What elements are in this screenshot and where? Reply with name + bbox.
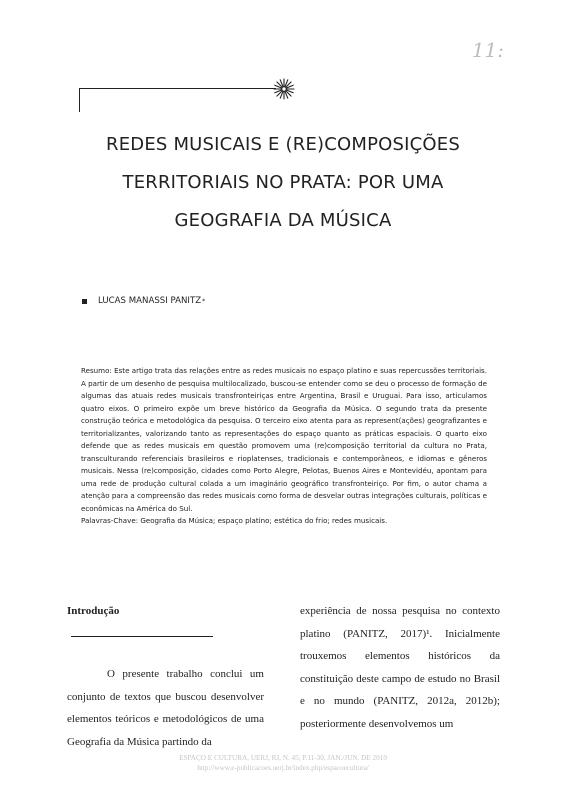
title-line: REDES MUSICAIS E (RE)COMPOSIÇÕES bbox=[105, 134, 461, 155]
abstract-text: Resumo: Este artigo trata das relações entre as redes musicais no espaço platino e suas repercussões territoriais. A partir de um desenho de pesquisa multilocalizado, buscou-se entender como se deu o processo de formação de algumas das atuais redes musicais transfronteiriças entre Argentina, Brasil e Uruguai. Para isso, articulamos quatro eixos. O primeiro expõe um breve histórico da Geografia da Música. O segundo trata da presente construção teórica e metodológica da pesquisa. O terceiro eixo atenta para as represent(ações) geografizantes e territorializantes, valorizando tanto as representações do espaço quanto as práticas espaciais. O quarto eixo defende que as redes musicais em questão promovem uma (re)composição territorial da cultura no Prata, transculturando referenciais brasileiros e rioplatenses, tradicionais e contemporâneos, e idiomas e gêneros musicais. Nessa (re)composição, cidades como Porto Alegre, Pelotas, Buenos Aires e Montevidéu, apontam para uma rede de produção cultural colada a um imaginário geográfico transfronteiriço. Por fim, o autor chama a atenção para a compreensão das redes musicais como forma de desvelar outras integrações culturais, políticas e econômicas na América do Sul. bbox=[81, 366, 487, 513]
page-footer bbox=[0, 753, 566, 773]
journal-citation: ESPAÇO E CULTURA, UERJ, RJ, N. 45, P.11-30, JAN./JUN. DE 2019 bbox=[179, 754, 387, 762]
keywords: Palavras-Chave: Geografia da Música; espaço platino; estética do frio; redes musicais. bbox=[81, 516, 388, 525]
body-paragraph: O presente trabalho conclui um conjunto de textos que buscou desenvolver elementos teóricos e metodológicos de uma Geografia da Música partindo da bbox=[67, 668, 264, 748]
left-column bbox=[67, 600, 264, 753]
section-heading-text: Introdução bbox=[67, 605, 120, 617]
author-line bbox=[82, 296, 205, 306]
footnote-marker: * bbox=[202, 297, 206, 305]
bullet-icon bbox=[82, 299, 87, 304]
page-number: 11: bbox=[471, 38, 504, 62]
section-heading bbox=[67, 600, 264, 645]
author-name: LUCAS MANASSI PANITZ bbox=[98, 296, 202, 306]
title-line: TERRITORIAIS NO PRATA: POR UMA bbox=[122, 172, 444, 193]
title-line: GEOGRAFIA DA MÚSICA bbox=[174, 210, 392, 231]
abstract bbox=[81, 365, 487, 528]
starburst-icon bbox=[273, 78, 295, 100]
article-title bbox=[60, 126, 506, 240]
journal-url: http://www.e-publicacoes.uerj.br/index.php/espacoecultura/ bbox=[197, 764, 369, 772]
decorative-corner-line bbox=[79, 88, 80, 112]
heading-rule bbox=[71, 636, 213, 637]
right-column bbox=[300, 600, 500, 735]
body-paragraph: experiência de nossa pesquisa no contexto platino (PANITZ, 2017)¹. Inicialmente trouxemos elementos históricos da constituição deste campo de estudo no Brasil e no mundo (PANITZ, 2012a, 2012b); posteriormente desenvolvemos um bbox=[300, 605, 500, 730]
decorative-rule bbox=[79, 88, 276, 89]
